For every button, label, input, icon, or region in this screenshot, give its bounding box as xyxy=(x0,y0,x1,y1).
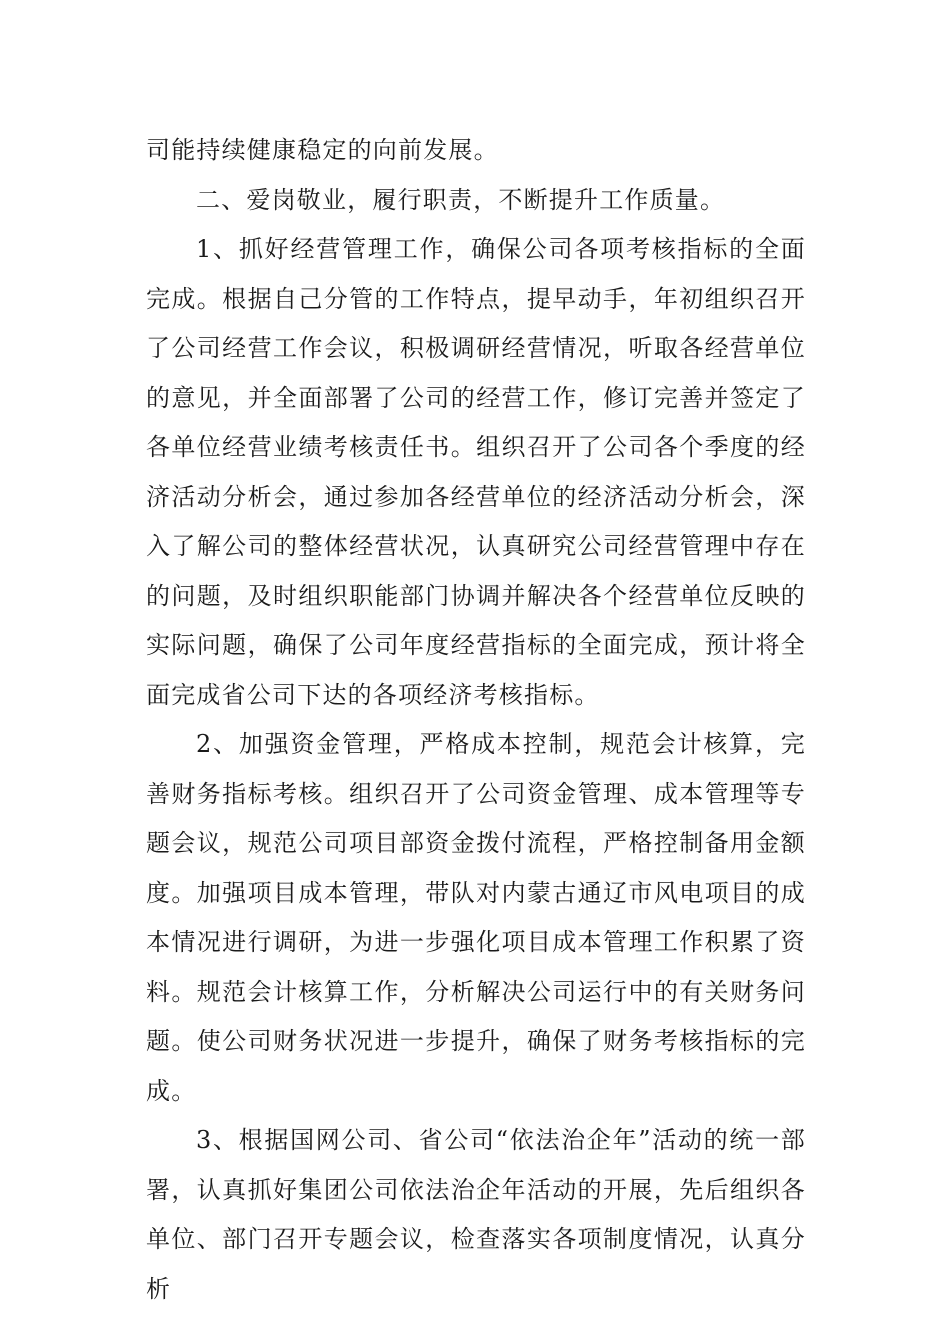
paragraph-item-2: 2、加强资金管理，严格成本控制，规范会计核算，完善财务指标考核。组织召开了公司资金管理、成本管理等专题会议，规范公司项目部资金拨付流程，严格控制备用金额度。加强项目成本管理，带队对内蒙古通辽市风电项目的成本情况进行调研，为进一步强化项目成本管理工作积累了资料。规范会计核算工作，分析解决公司运行中的有关财务问题。使公司财务状况进一步提升，确保了财务考核指标的完成。 xyxy=(146,730,806,1105)
paragraph-item-1: 1、抓好经营管理工作，确保公司各项考核指标的全面完成。根据自己分管的工作特点，提早动手，年初组织召开了公司经营工作会议，积极调研经营情况，听取各经营单位的意见，并全面部署了公司的经营工作，修订完善并签定了各单位经营业绩考核责任书。组织召开了公司各个季度的经济活动分析会，通过参加各经营单位的经济活动分析会，深入了解公司的整体经营状况，认真研究公司经营管理中存在的问题，及时组织职能部门协调并解决各个经营单位反映的实际问题，确保了公司年度经营指标的全面完成，预计将全面完成省公司下达的各项经济考核指标。 xyxy=(146,235,806,709)
paragraph-continuation: 司能持续健康稳定的向前发展。 xyxy=(146,136,499,164)
section-heading-2: 二、爱岗敬业，履行职责，不断提升工作质量。 xyxy=(196,185,726,214)
paragraph-item-3: 3、根据国网公司、省公司“依法治企年”活动的统一部署，认真抓好集团公司依法治企年活动的开展，先后组织各单位、部门召开专题会议，检查落实各项制度情况，认真分析 xyxy=(146,1126,806,1303)
document-body xyxy=(146,126,806,1314)
